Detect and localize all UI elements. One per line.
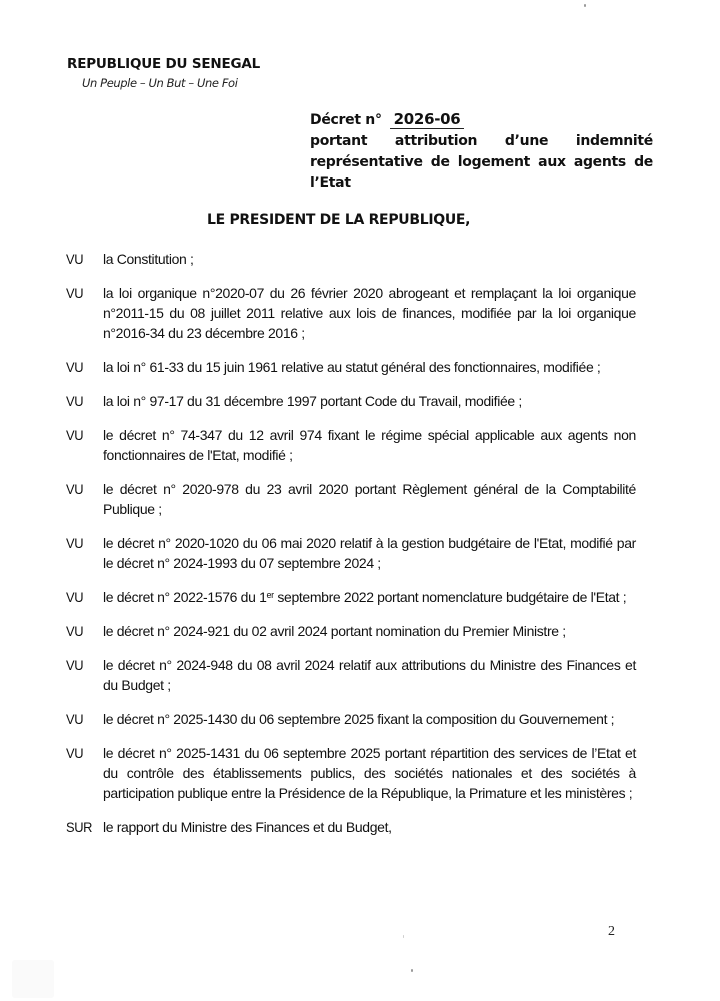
clause-item (66, 249, 636, 269)
clause-text: la loi n° 97-17 du 31 décembre 1997 portant Code du Travail, modifiée ; (103, 393, 522, 409)
ordinal-superscript: er (266, 590, 274, 600)
clause-label: VU (66, 393, 84, 409)
preamble-clauses (66, 249, 636, 851)
clause-item (66, 533, 636, 573)
clause-label: VU (66, 623, 84, 639)
scan-speck (411, 969, 413, 972)
decree-heading (310, 110, 653, 131)
clause-item (66, 743, 636, 803)
clause-text: le décret n° 2020-978 du 23 avril 2020 portant Règlement général de la Comptabilité Publique ; (103, 481, 636, 517)
clause-label: VU (66, 251, 84, 267)
decree-subject (310, 131, 653, 194)
country-header: REPUBLIQUE DU SENEGAL (67, 56, 261, 72)
authority-heading: LE PRESIDENT DE LA REPUBLIQUE, (207, 212, 471, 228)
clause-text: la loi n° 61-33 du 15 juin 1961 relative au statut général des fonctionnaires, modifiée ; (103, 359, 601, 375)
clause-label: VU (66, 657, 84, 673)
clause-text-part: le décret n° 2022-1576 du 1 (103, 589, 267, 605)
national-motto: Un Peuple – Un But – Une Foi (82, 76, 238, 90)
clause-item (66, 709, 636, 729)
clause-label: SUR (66, 819, 93, 835)
decree-subject-line: l’Etat (310, 175, 351, 191)
clause-label: VU (66, 535, 84, 551)
clause-label: VU (66, 481, 84, 497)
clause-label: VU (66, 427, 84, 443)
decree-label: Décret n° (310, 112, 382, 128)
decree-title-block (310, 110, 653, 194)
clause-item (66, 357, 636, 377)
clause-text: le décret n° 2025-1430 du 06 septembre 2025 fixant la composition du Gouvernement ; (103, 711, 615, 727)
clause-text: le décret n° 2024-948 du 08 avril 2024 relatif aux attributions du Ministre des Finances et du Budget ; (103, 657, 636, 693)
decree-number: 2026-06 (390, 110, 465, 129)
clause-item (66, 587, 636, 607)
clause-text-part: septembre 2022 portant nomenclature budgétaire de l'Etat ; (273, 589, 627, 605)
clause-item (66, 621, 636, 641)
clause-text: la loi organique n°2020-07 du 26 février 2020 abrogeant et remplaçant la loi organique n°2011-15 du 08 juillet 2011 relative aux lois de finances, modifiée par la loi organique n°2016-34 du 23 décembre 2016 ; (103, 285, 636, 341)
scan-smudge (12, 960, 54, 998)
clause-text (103, 587, 636, 607)
clause-label: VU (66, 589, 84, 605)
clause-label: VU (66, 359, 84, 375)
clause-item (66, 283, 636, 343)
clause-item (66, 817, 636, 837)
clause-text: le décret n° 2020-1020 du 06 mai 2020 relatif à la gestion budgétaire de l'Etat, modifié par le décret n° 2024-1993 du 07 septembre 2024 ; (103, 535, 636, 571)
clause-text: le rapport du Ministre des Finances et du Budget, (103, 819, 392, 835)
clause-item (66, 391, 636, 411)
clause-label: VU (66, 745, 84, 761)
clause-text: la Constitution ; (103, 251, 194, 267)
scan-speck (403, 935, 404, 938)
clause-item (66, 425, 636, 465)
clause-text: le décret n° 2024-921 du 02 avril 2024 portant nomination du Premier Ministre ; (103, 623, 566, 639)
clause-label: VU (66, 285, 84, 301)
clause-item (66, 479, 636, 519)
decree-subject-line: portant attribution d’une indemnité (310, 133, 653, 149)
clause-text: le décret n° 74-347 du 12 avril 974 fixant le régime spécial applicable aux agents non fonctionnaires de l'Etat, modifié ; (103, 427, 636, 463)
clause-text: le décret n° 2025-1431 du 06 septembre 2025 portant répartition des services de l’Etat et du contrôle des établissements publics, des sociétés nationales et des sociétés à participation publique entre la Présidence de la République, la Primature et les ministères ; (103, 745, 636, 801)
decree-subject-line: représentative de logement aux agents de (310, 154, 653, 170)
clause-item (66, 655, 636, 695)
page-number: 2 (608, 924, 615, 939)
clause-label: VU (66, 711, 84, 727)
scan-speck (584, 4, 586, 7)
